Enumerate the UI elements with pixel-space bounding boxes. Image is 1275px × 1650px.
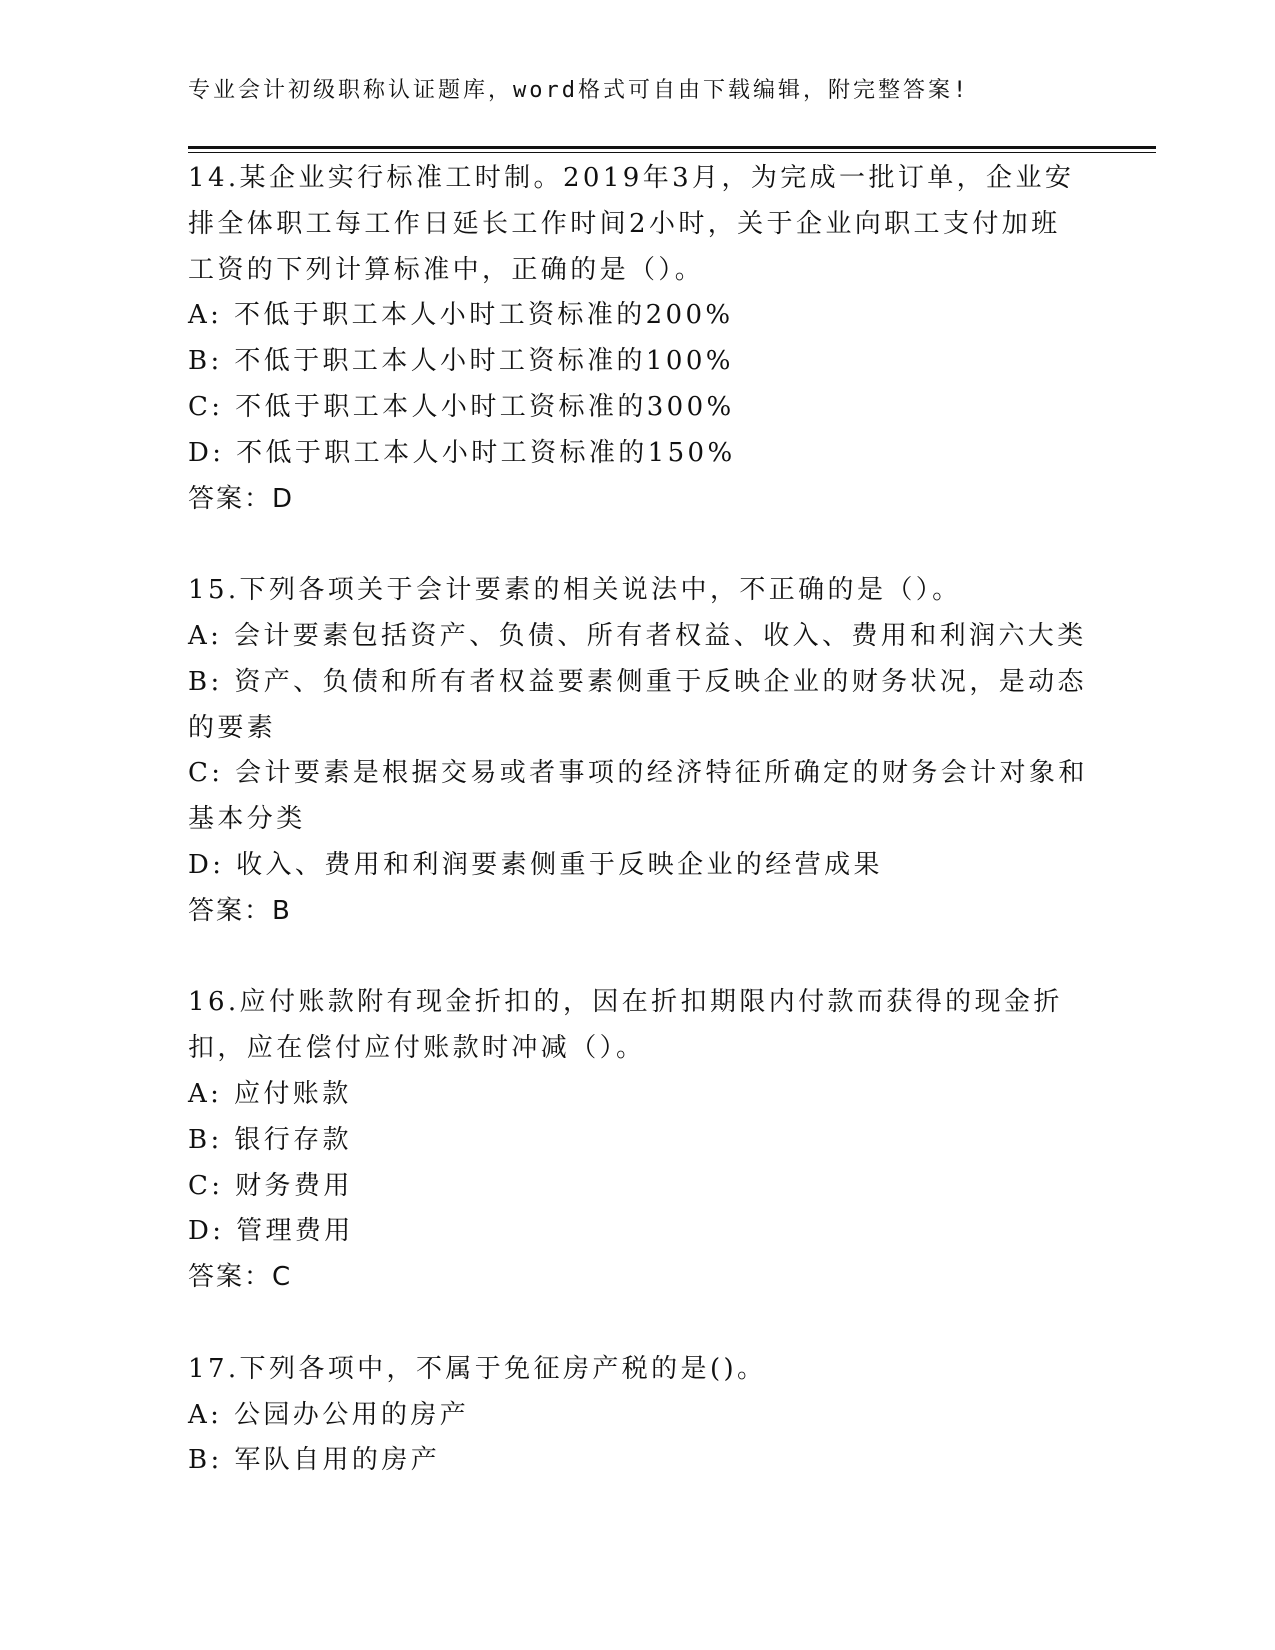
- answer: 答案：B: [188, 895, 292, 926]
- question-list: [188, 156, 1088, 1530]
- option-a: A: 应付账款: [188, 1078, 352, 1109]
- question-15: [188, 568, 1088, 934]
- question-stem: 16.应付账款附有现金折扣的，因在折扣期限内付款而获得的现金折扣，应在偿付应付账款时冲减（）。: [188, 987, 1063, 1064]
- page-header: 专业会计初级职称认证题库，word格式可自由下载编辑，附完整答案!: [188, 78, 970, 103]
- option-b: B: 银行存款: [188, 1124, 352, 1155]
- option-b: B: 资产、负债和所有者权益要素侧重于反映企业的财务状况，是动态的要素: [188, 666, 1087, 743]
- question-stem: 17.下列各项中，不属于免征房产税的是()。: [188, 1353, 767, 1384]
- question-14: [188, 156, 1088, 522]
- question-17: [188, 1347, 1088, 1484]
- option-a: A: 不低于职工本人小时工资标准的200%: [188, 300, 734, 331]
- option-d: D: 管理费用: [188, 1216, 354, 1247]
- option-a: A: 会计要素包括资产、负债、所有者权益、收入、费用和利润六大类: [188, 620, 1087, 651]
- option-b: B: 不低于职工本人小时工资标准的100%: [188, 346, 734, 377]
- option-c: C: 会计要素是根据交易或者事项的经济特征所确定的财务会计对象和基本分类: [188, 758, 1088, 835]
- option-d: D: 不低于职工本人小时工资标准的150%: [188, 437, 736, 468]
- header-rule-thick: [188, 146, 1156, 149]
- header-rule-thin: [188, 152, 1156, 153]
- question-stem: 14.某企业实行标准工时制。2019年3月，为完成一批订单，企业安排全体职工每工作日延长工作时间2小时，关于企业向职工支付加班工资的下列计算标准中，正确的是（）。: [188, 163, 1075, 285]
- option-b: B: 军队自用的房产: [188, 1445, 441, 1476]
- question-stem: 15.下列各项关于会计要素的相关说法中，不正确的是（）。: [188, 575, 962, 606]
- option-d: D: 收入、费用和利润要素侧重于反映企业的经营成果: [188, 849, 883, 880]
- question-16: [188, 980, 1088, 1301]
- answer: 答案：C: [188, 1262, 293, 1293]
- option-c: C: 财务费用: [188, 1170, 353, 1201]
- answer: 答案：D: [188, 483, 295, 514]
- option-a: A: 公园办公用的房产: [188, 1399, 470, 1430]
- option-c: C: 不低于职工本人小时工资标准的300%: [188, 391, 735, 422]
